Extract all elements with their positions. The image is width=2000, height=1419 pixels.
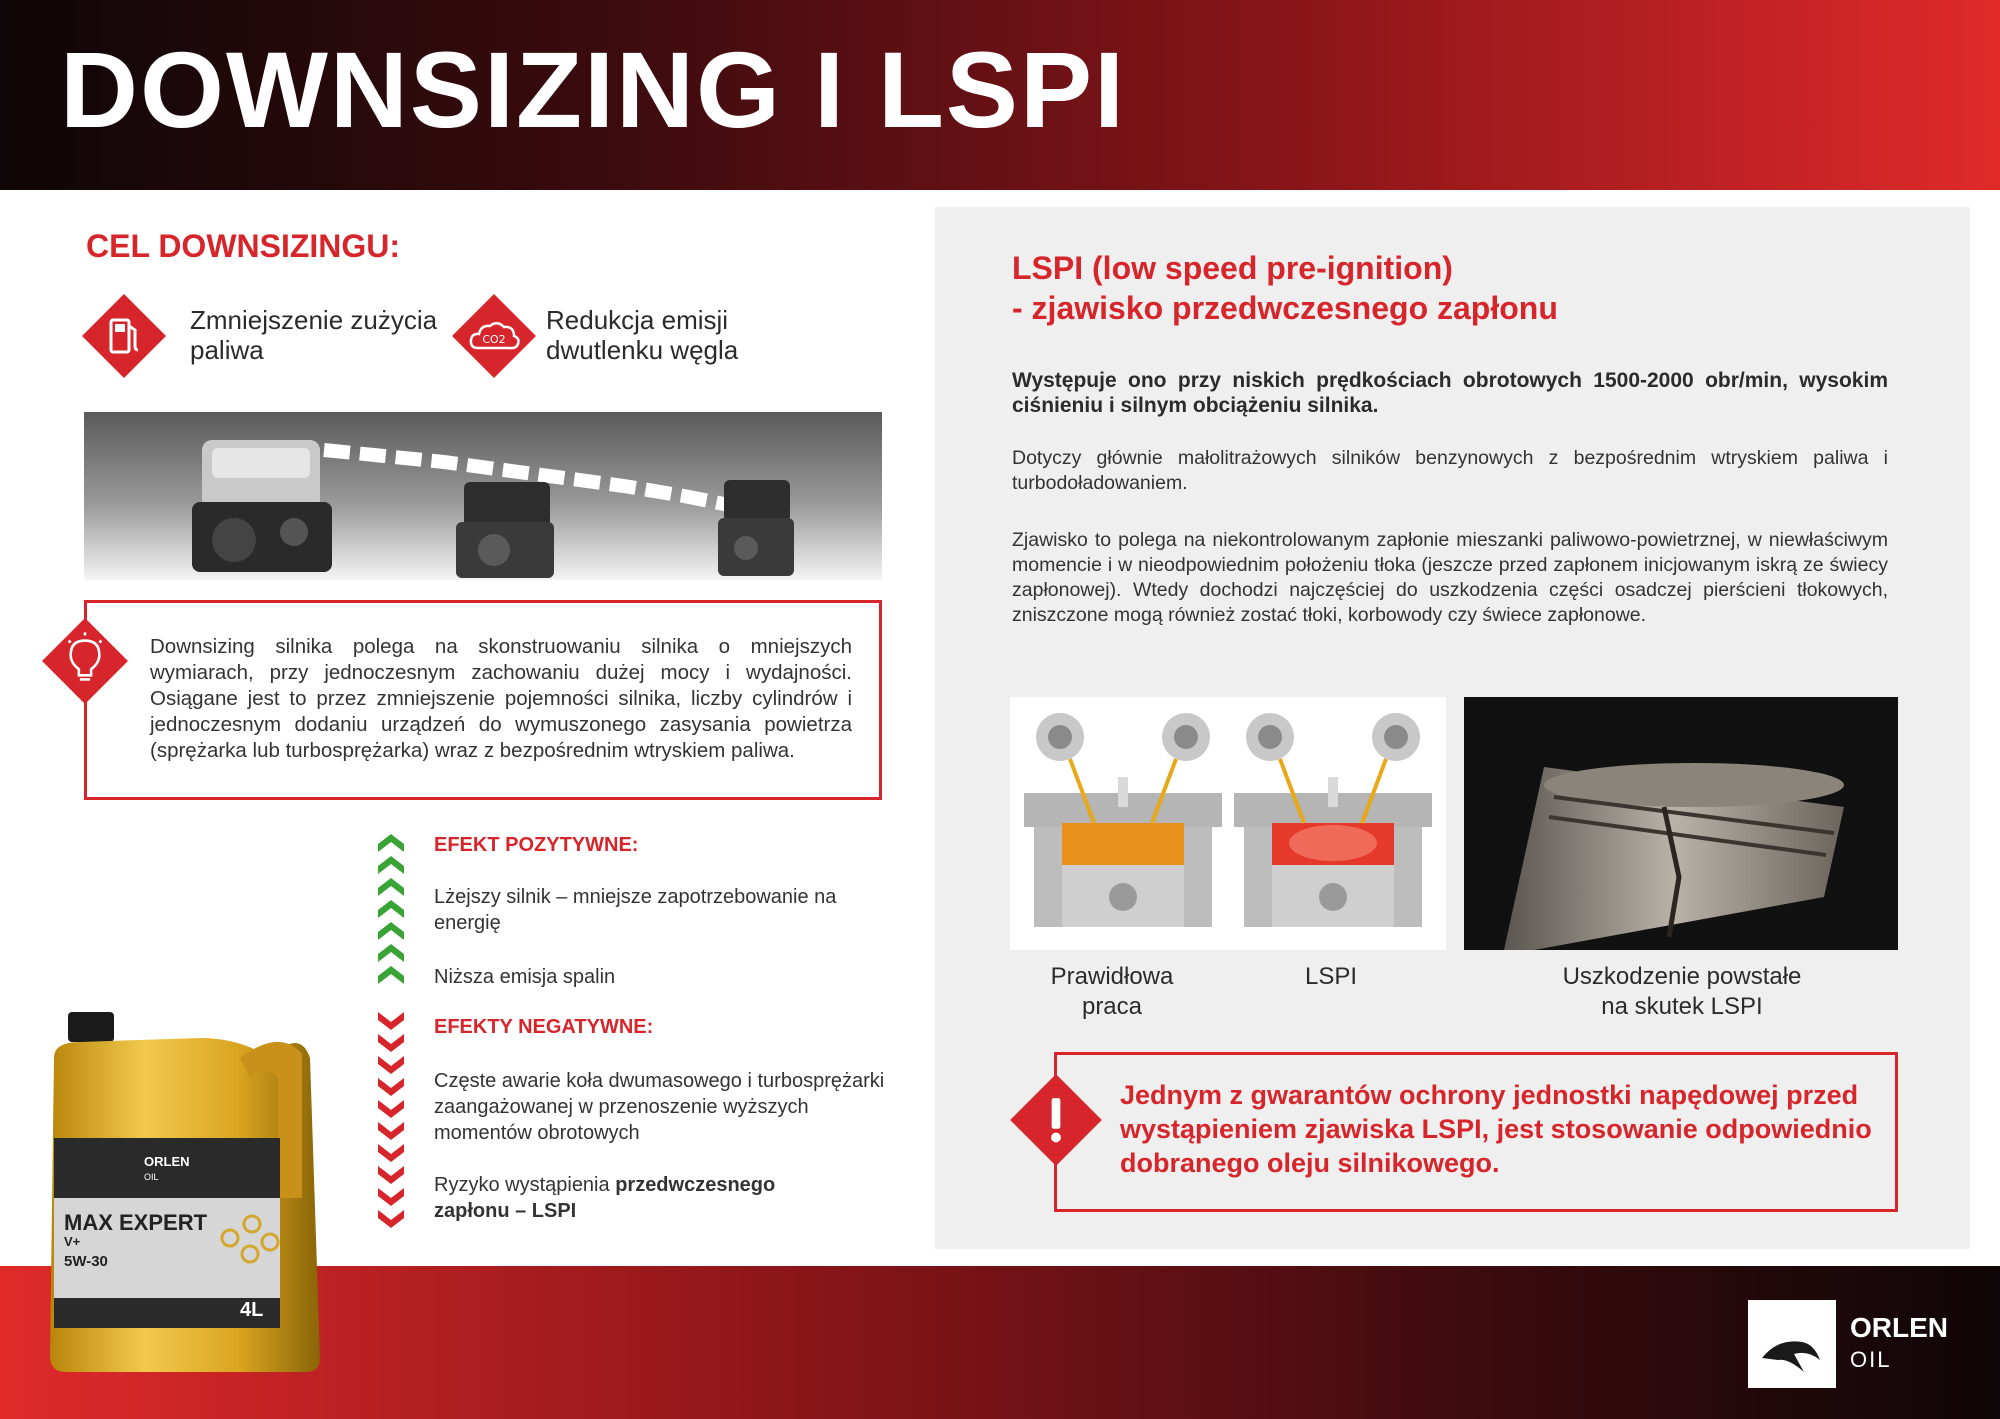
caption-lspi: LSPI <box>1304 963 1358 990</box>
bottle-product-name: MAX EXPERT <box>64 1210 208 1235</box>
medium-engine <box>456 482 554 578</box>
warning-text: Jednym z gwarantów ochrony jednostki napędowej przed wystąpieniem zjawiska LSPI, jest stosowanie odpowiednio dobranego oleju silnikowego. <box>1120 1080 1872 1178</box>
page-title: DOWNSIZING I LSPI <box>60 29 1127 150</box>
small-engine <box>718 480 794 576</box>
orlen-logo-icon <box>1748 1300 1836 1388</box>
positive-effect-2: Niższa emisja spalin <box>434 966 616 988</box>
goal-item-fuel: Zmniejszenie zużycia paliwa <box>190 305 438 365</box>
header-banner <box>0 0 2000 190</box>
large-engine <box>192 440 332 572</box>
bottle-cap <box>68 1012 114 1042</box>
co2-label: CO2 <box>482 333 506 346</box>
caption-damage: Uszkodzenie powstałe na skutek LSPI <box>1562 963 1802 1020</box>
positive-effect-1: Lżejszy silnik – mniejsze zapotrzebowanie na energię <box>434 886 837 934</box>
lightbulb-icon <box>40 616 130 706</box>
lspi-paragraph-2: Zjawisko to polega na niekontrolowanym zapłonie mieszanki paliwowo-powietrznej, w niewłaściwym momencie i w nieodpowiednim położeniu tłoka (jeszcze przed zapłonem inicjowanym iskrą ze świecy zapłonowej). Wtedy dochodzi najczęściej do uszkodzenia części osadczej pierścieni tłokowych, zniszczone mogą również zostać tłoki, korbowody czy świece zapłonowe. <box>1012 529 1888 626</box>
positive-chevrons-icon <box>378 834 404 992</box>
damaged-piston-photo <box>1464 697 1898 950</box>
negative-chevrons-icon <box>378 1012 404 1236</box>
caption-normal: Prawidłowa praca <box>1050 963 1174 1020</box>
engine-size-image <box>84 412 882 580</box>
oil-bottle-product <box>40 998 340 1376</box>
lspi-paragraph-1: Dotyczy głównie małolitrażowych silników benzynowych z bezpośrednim wtryskiem paliwa i turbodoładowaniem. <box>1012 447 1888 494</box>
positive-effects-title: EFEKT POZYTYWNE: <box>434 834 639 856</box>
bottle-brand-sub: OIL <box>144 1172 159 1182</box>
downsizing-description: Downsizing silnika polega na skonstruowaniu silnika o mniejszych wymiarach, przy jednoczesnym zachowaniu dużej mocy i wydajności. Osiągane jest to przez zmniejszenie pojemności silnika, liczby cylindrów i jednoczesnym dodaniu urządzeń do wymuszonego zasysania powietrza (sprężarka lub turbosprężarka) wraz z bezpośrednim wtryskiem paliwa. <box>150 635 852 762</box>
goal-title: CEL DOWNSIZINGU: <box>86 228 401 264</box>
lspi-conditions: Występuje ono przy niskich prędkościach obrotowych 1500-2000 obr/min, wysokim ciśnieniu i silnym obciążeniu silnika. <box>1012 369 1888 417</box>
bottle-volume: 4L <box>240 1299 264 1321</box>
lspi-combustion-diagram <box>1234 713 1432 927</box>
co2-cloud-icon <box>450 292 538 380</box>
normal-combustion-diagram <box>1024 713 1222 927</box>
engine-illustration <box>84 412 882 580</box>
bottle-viscosity: 5W-30 <box>64 1253 108 1270</box>
exclamation-icon <box>1008 1072 1104 1168</box>
bottle-variant: V+ <box>64 1234 81 1249</box>
fuel-pump-icon <box>80 292 168 380</box>
negative-effect-2: Ryzyko wystąpienia przedwczesnego zapłonu – LSPI <box>434 1174 776 1222</box>
goal-item-co2: Redukcja emisji dwutlenku węgla <box>546 305 739 365</box>
negative-effect-1: Częste awarie koła dwumasowego i turbosprężarki zaangażowanej w przenoszenie wyższych momentów obrotowych <box>434 1070 885 1144</box>
bottle-brand: ORLEN <box>144 1154 190 1169</box>
negative-effects-title: EFEKTY NEGATYWNE: <box>434 1016 654 1038</box>
combustion-diagram <box>1010 697 1446 950</box>
footer-brand: ORLEN OIL <box>1850 1312 1948 1372</box>
lspi-title: LSPI (low speed pre-ignition) - zjawisko przedwczesnego zapłonu <box>1012 250 1558 326</box>
